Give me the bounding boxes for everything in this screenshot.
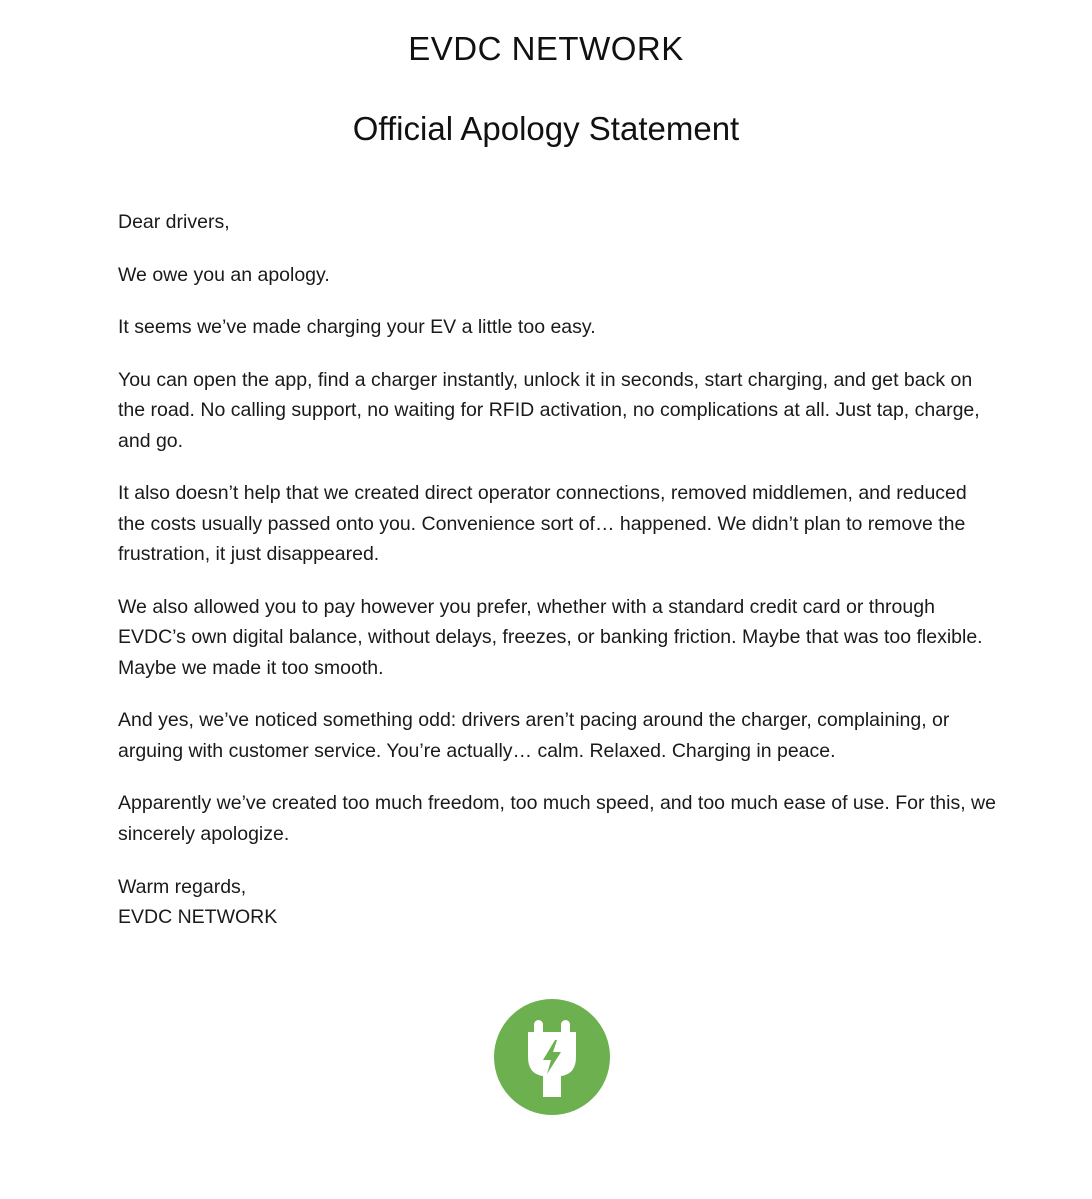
document-title: Official Apology Statement: [352, 110, 740, 147]
paragraph-5: We also allowed you to pay however you prefer, whether with a standard credit card or through EVDC’s own digital balance, without delays, freezes, or banking friction. Maybe that was too flexible. Maybe we made it too smooth.: [118, 595, 983, 679]
paragraph-3: You can open the app, find a charger instantly, unlock it in seconds, start charging, and get back on the road. No calling support, no waiting for RFID activation, no complications at all. Just tap, charge, and go.: [118, 368, 980, 452]
organization-name: EVDC NETWORK: [408, 30, 684, 67]
paragraph-2: It seems we’ve made charging your EV a little too easy.: [118, 316, 596, 338]
closing: Warm regards,: [118, 876, 247, 898]
ev-plug-lightning-icon: [494, 999, 610, 1115]
salutation: Dear drivers,: [118, 211, 230, 233]
signoff: [118, 872, 277, 932]
paragraph-1: We owe you an apology.: [118, 263, 330, 286]
letter-body: [118, 207, 998, 871]
paragraph-6: And yes, we’ve noticed something odd: drivers aren’t pacing around the charger, complaining, or arguing with customer service. You’re actually… calm. Relaxed. Charging in peace.: [118, 709, 950, 762]
signature: EVDC NETWORK: [118, 906, 278, 928]
paragraph-7: Apparently we’ve created too much freedom, too much speed, and too much ease of use. For this, we sincerely apologize.: [118, 792, 996, 845]
paragraph-4: It also doesn’t help that we created direct operator connections, removed middlemen, and reduced the costs usually passed onto you. Convenience sort of… happened. We didn’t plan to remove the frustration, it just disappeared.: [118, 482, 967, 565]
